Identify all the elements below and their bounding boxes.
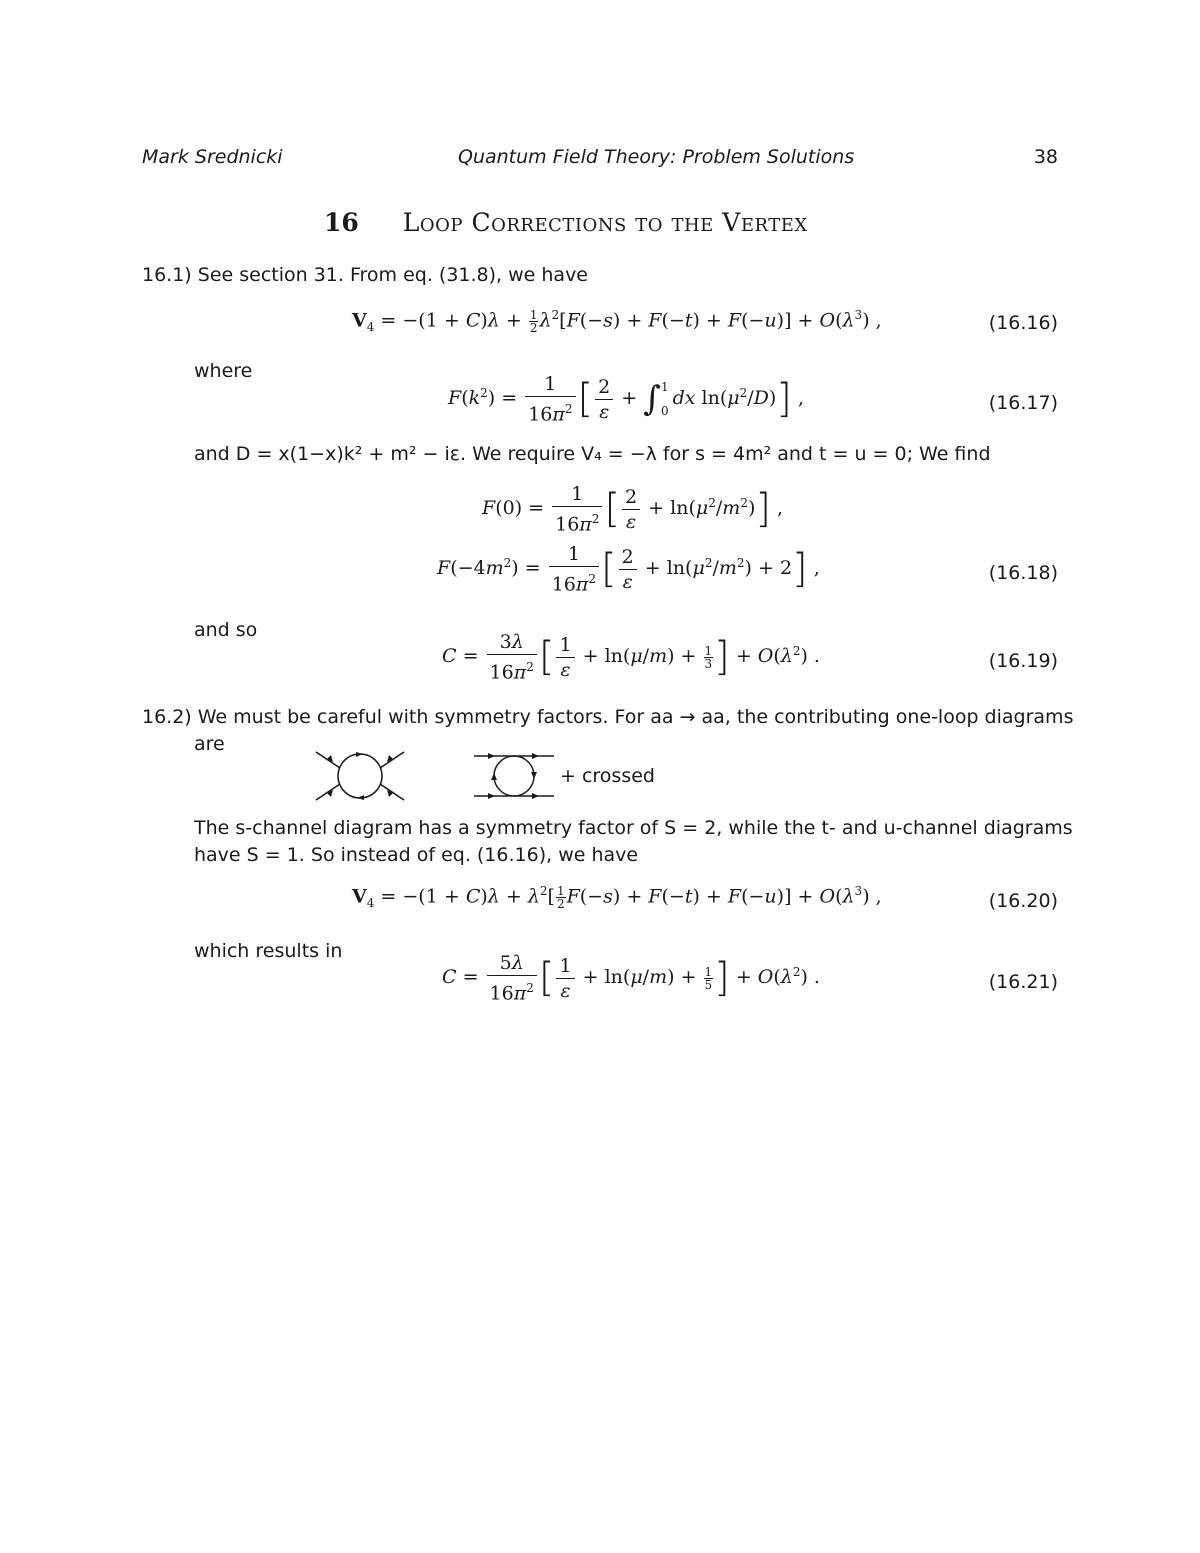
equation-number-16-19: (16.19) <box>988 650 1058 672</box>
header-author: Mark Srednicki <box>142 146 283 168</box>
equation-number-16-20: (16.20) <box>988 890 1058 912</box>
symmetry-text-line1: The s-channel diagram has a symmetry factor of S = 2, while the t- and u-channel diagrams <box>194 817 1073 839</box>
problem-16-1-intro: 16.1) See section 31. From eq. (31.8), we have <box>142 264 588 286</box>
and-d-text: and D = x(1−x)k² + m² − iε. We require V₄ = −λ for s = 4m² and t = u = 0; We find <box>194 443 991 465</box>
equation-16-17: $F(k^2)$ = $\frac{1}{16\pi^2}$ [ $\frac{2}{\varepsilon}$ + ∫ 1 0 dx $\ln(\mu^2/D)$] , <box>448 373 804 426</box>
equation-16-21: C = $\frac{5\lambda}{16\pi^2}$ [ $\frac{1}{\varepsilon}$ + ln(μ/m) + $\frac{1}{5}$ ] + $O(\lambda^2)$ . <box>442 952 820 1005</box>
equation-number-16-17: (16.17) <box>988 392 1058 414</box>
results-in-text: which results in <box>194 940 343 962</box>
header-book-title: Quantum Field Theory: Problem Solutions <box>458 146 855 168</box>
equation-number-16-16: (16.16) <box>988 312 1058 334</box>
where-text: where <box>194 360 253 382</box>
equation-number-16-18: (16.18) <box>988 562 1058 584</box>
problem-16-2-intro-line1: 16.2) We must be careful with symmetry factors. For aa → aa, the contributing one-loop diagrams <box>142 706 1074 728</box>
equation-f0: F(0) = $\frac{1}{16\pi^2}$ [ $\frac{2}{\varepsilon}$ + $\ln(\mu^2/m^2)$] , <box>482 483 784 536</box>
and-so-text: and so <box>194 619 258 641</box>
crossed-label: + crossed <box>560 765 655 787</box>
header-page-number: 38 <box>1033 146 1058 168</box>
section-number: 16 <box>324 208 359 237</box>
s-channel-feynman-diagram <box>310 748 410 804</box>
equation-16-19: C = $\frac{3\lambda}{16\pi^2}$ [ $\frac{1}{\varepsilon}$ + ln(μ/m) + $\frac{1}{3}$ ] + $O(\lambda^2)$ . <box>442 631 820 684</box>
equation-16-16: $V_4 = -(1 + C)\lambda$ + $\frac{1}{2}$ $\lambda^2[F(-s) + F(-t) + F(-u)] + O(\lambda^3)$ , <box>352 307 882 335</box>
symmetry-text-line2: have S = 1. So instead of eq. (16.16), we have <box>194 844 639 866</box>
equation-number-16-21: (16.21) <box>988 971 1058 993</box>
equation-16-20: $V_4 = -(1 + C)\lambda + \lambda^2$[ $\frac{1}{2}$ $F(-s) + F(-t) + F(-u)] + O(\lambda^3)$ , <box>352 883 882 911</box>
problem-16-2-intro-line2: are <box>194 733 225 755</box>
section-title: Loop Corrections to the Vertex <box>402 208 808 237</box>
section-heading <box>324 208 808 237</box>
equation-f4m2: $F(-4m^2)$ = $\frac{1}{16\pi^2}$ [ $\frac{2}{\varepsilon}$ + $\ln(\mu^2/m^2) + 2$] , <box>437 543 820 596</box>
t-channel-feynman-diagram <box>470 750 558 802</box>
